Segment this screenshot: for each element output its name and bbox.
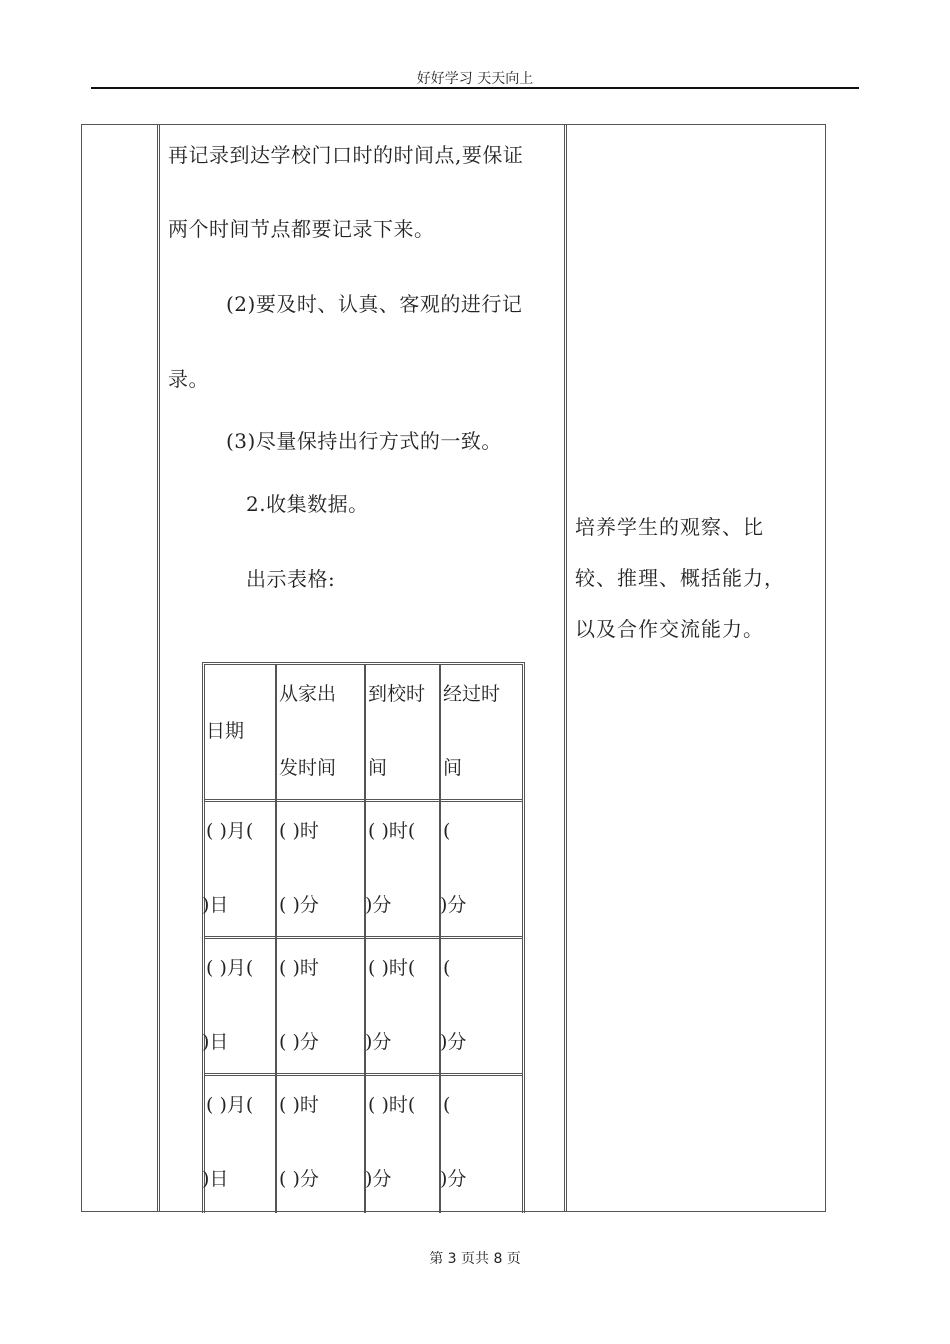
- header-rule: [91, 87, 859, 89]
- table-col-divider: [275, 665, 277, 1213]
- table-cell: ( )分: [279, 1168, 319, 1190]
- table-cell: (: [443, 820, 451, 842]
- process-show-table: 出示表格:: [246, 567, 336, 591]
- header-duration: 经过时: [443, 683, 501, 705]
- table-cell: )分: [365, 894, 392, 916]
- header-date: 日期: [206, 720, 245, 742]
- table-cell: (: [443, 957, 451, 979]
- process-step-2: 2.收集数据。: [246, 492, 369, 516]
- table-cell: ( )月(: [206, 957, 254, 979]
- table-cell: )日: [202, 1168, 229, 1190]
- process-item-2: (2)要及时、认真、客观的进行记: [226, 292, 523, 316]
- header-arrive: 到校时: [368, 683, 426, 705]
- process-item-3: (3)尽量保持出行方式的一致。: [226, 429, 502, 453]
- table-cell: )日: [202, 1031, 229, 1053]
- page-footer: 第 3 页共 8 页: [429, 1251, 521, 1267]
- table-cell: ( )分: [279, 1031, 319, 1053]
- table-cell: ( )时: [279, 1094, 319, 1116]
- intent-line-2: 较、推理、概括能力，: [575, 566, 785, 590]
- data-record-table: [202, 662, 525, 1213]
- table-cell: ( )时: [279, 820, 319, 842]
- process-line-2: 两个时间节点都要记录下来。: [168, 217, 435, 241]
- design-intent-column: [567, 125, 825, 1211]
- lesson-plan-table: [81, 124, 826, 1212]
- table-cell: )分: [440, 1031, 467, 1053]
- intent-line-3: 以及合作交流能力。: [575, 617, 764, 641]
- header-arrive-cont: 间: [368, 757, 388, 779]
- header-depart: 从家出: [279, 683, 337, 705]
- table-cell: )日: [202, 894, 229, 916]
- table-col-divider: [439, 665, 441, 1213]
- table-row-divider: [205, 799, 522, 802]
- process-line-1: 再记录到达学校门口时的时间点,要保证: [168, 143, 524, 167]
- table-cell: ( )时(: [368, 957, 416, 979]
- table-cell: ( )分: [279, 894, 319, 916]
- table-cell: )分: [365, 1031, 392, 1053]
- table-cell: (: [443, 1094, 451, 1116]
- stage-column: [82, 125, 156, 1211]
- table-cell: ( )时(: [368, 1094, 416, 1116]
- table-cell: )分: [440, 894, 467, 916]
- table-cell: )分: [440, 1168, 467, 1190]
- table-col-divider: [364, 665, 366, 1213]
- table-cell: ( )月(: [206, 1094, 254, 1116]
- table-cell: ( )时(: [368, 820, 416, 842]
- header-duration-cont: 间: [443, 757, 463, 779]
- table-row-divider: [205, 1073, 522, 1076]
- process-item-2-cont: 录。: [168, 367, 209, 391]
- header-depart-cont: 发时间: [279, 757, 337, 779]
- intent-line-1: 培养学生的观察、比: [575, 515, 764, 539]
- table-row-divider: [205, 936, 522, 939]
- table-cell: ( )月(: [206, 820, 254, 842]
- teaching-process-column: [157, 125, 567, 1211]
- table-cell: ( )时: [279, 957, 319, 979]
- table-cell: )分: [365, 1168, 392, 1190]
- page-header: 好好学习 天天向上: [416, 71, 534, 87]
